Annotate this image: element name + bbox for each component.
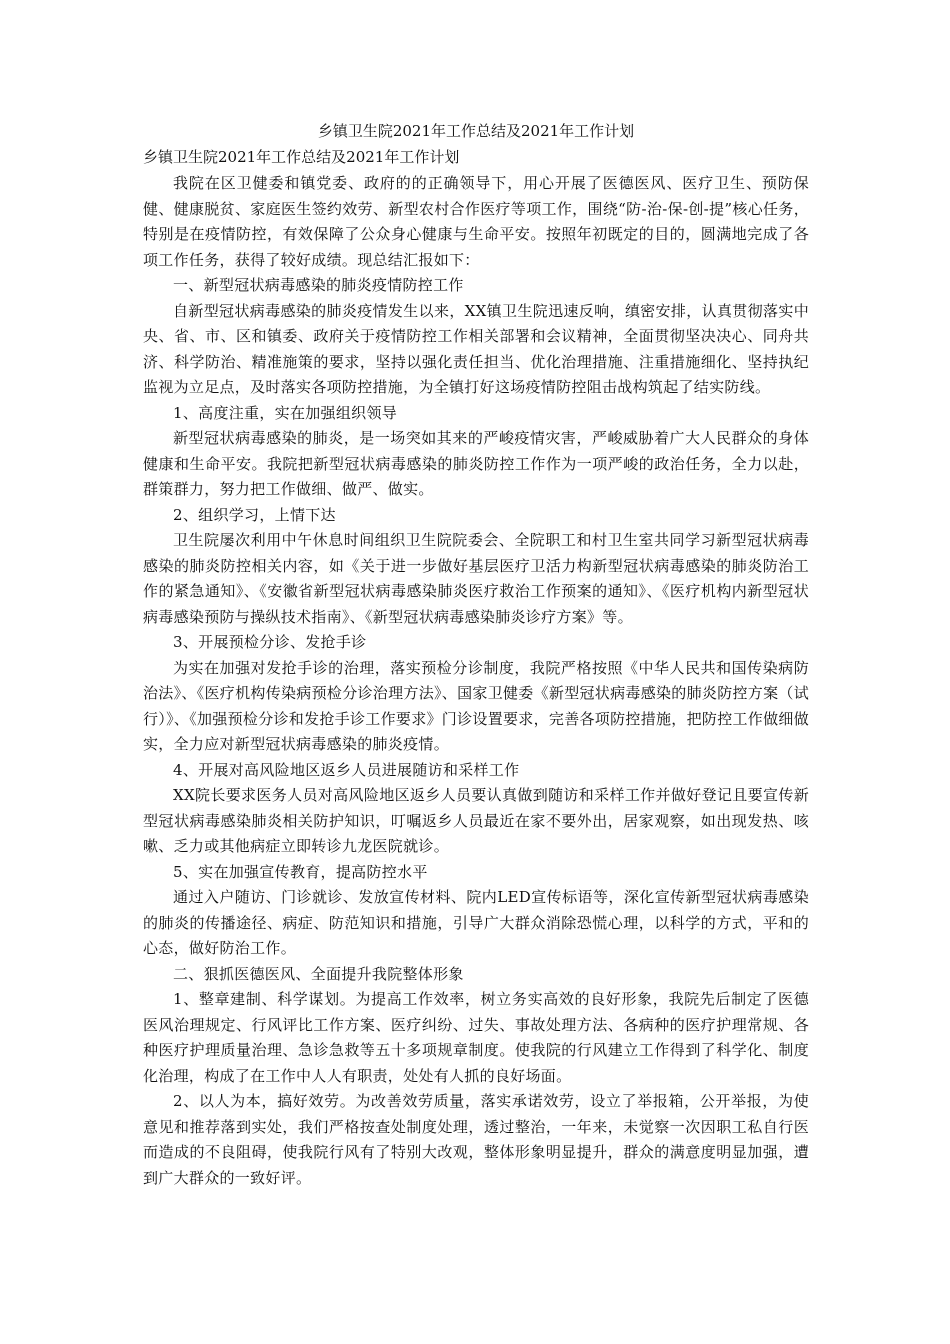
document-title: 乡镇卫生院2021年工作总结及2021年工作计划: [317, 122, 635, 140]
document-page: [143, 121, 809, 1191]
body-paragraph: 2、以人为本，搞好效劳。为改善效劳质量，落实承诺效劳，设立了举报箱，公开举报，为使意见和推荐落到实处，我们严格按查处制度处理，透过整治，一年来，未觉察一次因职工私自行医而造成的不良阻碍，使我院行风有了特别大改观，整体形象明显提升，群众的满意度明显加强，遭到广大群众的一致好评。: [143, 1092, 809, 1187]
document-body: [143, 171, 809, 1191]
body-paragraph: 新型冠状病毒感染的肺炎，是一场突如其来的严峻疫情灾害，严峻威胁着广大人民群众的身体健康和生命平安。我院把新型冠状病毒感染的肺炎防控工作作为一项严峻的政治任务，全力以赴，群策群力，努力把工作做细、做严、做实。: [143, 429, 809, 498]
section-heading: 2、组织学习，上情下达: [173, 505, 336, 524]
body-paragraph: 为实在加强对发抢手诊的治理，落实预检分诊制度，我院严格按照《中华人民共和国传染病防治法》、《医疗机构传染病预检分诊治理方法》、国家卫健委《新型冠状病毒感染的肺炎防控方案（试行）》、《加强预检分诊和发抢手诊工作要求》门诊设置要求，完善各项防控措施，把防控工作做细做实，全力应对新型冠状病毒感染的肺炎疫情。: [143, 658, 810, 753]
body-paragraph: XX院长要求医务人员对高风险地区返乡人员要认真做到随访和采样工作并做好登记且要宣传新型冠状病毒感染肺炎相关防护知识，叮嘱返乡人员最近在家不要外出，居家观察，如出现发热、咳嗽、乏力或其他病症立即转诊九龙医院就诊。: [143, 786, 809, 855]
body-paragraph: 通过入户随访、门诊就诊、发放宣传材料、院内LED宣传标语等，深化宣传新型冠状病毒感染的肺炎的传播途径、病症、防范知识和措施，引导广大群众消除恐慌心理，以科学的方式，平和的心态，做好防治工作。: [143, 888, 809, 957]
body-paragraph: 自新型冠状病毒感染的肺炎疫情发生以来，XX镇卫生院迅速反响，缜密安排，认真贯彻落实中央、省、市、区和镇委、政府关于疫情防控工作相关部署和会议精神，全面贯彻坚决决心、同舟共济、科学防治、精准施策的要求，坚持以强化责任担当、优化治理措施、注重措施细化、坚持执纪监视为立足点，及时落实各项防控措施，为全镇打好这场疫情防控阻击战构筑起了结实防线。: [143, 301, 809, 396]
section-heading: 一、新型冠状病毒感染的肺炎疫情防控工作: [173, 276, 464, 294]
section-heading: 1、高度注重，实在加强组织领导: [173, 403, 398, 422]
section-heading: 3、开展预检分诊、发抢手诊: [173, 633, 367, 651]
section-heading: 5、实在加强宣传教育，提高防控水平: [173, 862, 428, 881]
body-paragraph: 卫生院屡次利用中午休息时间组织卫生院院委会、全院职工和村卫生室共同学习新型冠状病毒感染的肺炎防控相关内容，如《关于进一步做好基层医疗卫活力构新型冠状病毒感染的肺炎防治工作的紧急通知》、《安徽省新型冠状病毒感染肺炎医疗救治工作预案的通知》、《医疗机构内新型冠状病毒感染预防与操纵技术指南》、《新型冠状病毒感染肺炎诊疗方案》等。: [143, 531, 809, 626]
section-heading: 二、狠抓医德医风、全面提升我院整体形象: [173, 964, 464, 983]
body-paragraph: 1、整章建制、科学谋划。为提高工作效率，树立务实高效的良好形象，我院先后制定了医德医风治理规定、行风评比工作方案、医疗纠纷、过失、事故处理方法、各病种的医疗护理常规、各种医疗护理质量治理、急诊急救等五十多项规章制度。使我院的行风建立工作得到了科学化、制度化治理，构成了在工作中人人有职责，处处有人抓的良好场面。: [143, 990, 809, 1085]
body-paragraph: 我院在区卫健委和镇党委、政府的的正确领导下，用心开展了医德医风、医疗卫生、预防保健、健康脱贫、家庭医生签约效劳、新型农村合作医疗等项工作，围绕“防-治-保-创-提”核心任务，特别是在疫情防控，有效保障了公众身心健康与生命平安。按照年初既定的目的，圆满地完成了各项工作任务，获得了较好成绩。现总结汇报如下：: [143, 174, 809, 269]
section-heading: 4、开展对高风险地区返乡人员进展随访和采样工作: [173, 760, 520, 779]
document-subtitle: 乡镇卫生院2021年工作总结及2021年工作计划: [143, 148, 460, 166]
